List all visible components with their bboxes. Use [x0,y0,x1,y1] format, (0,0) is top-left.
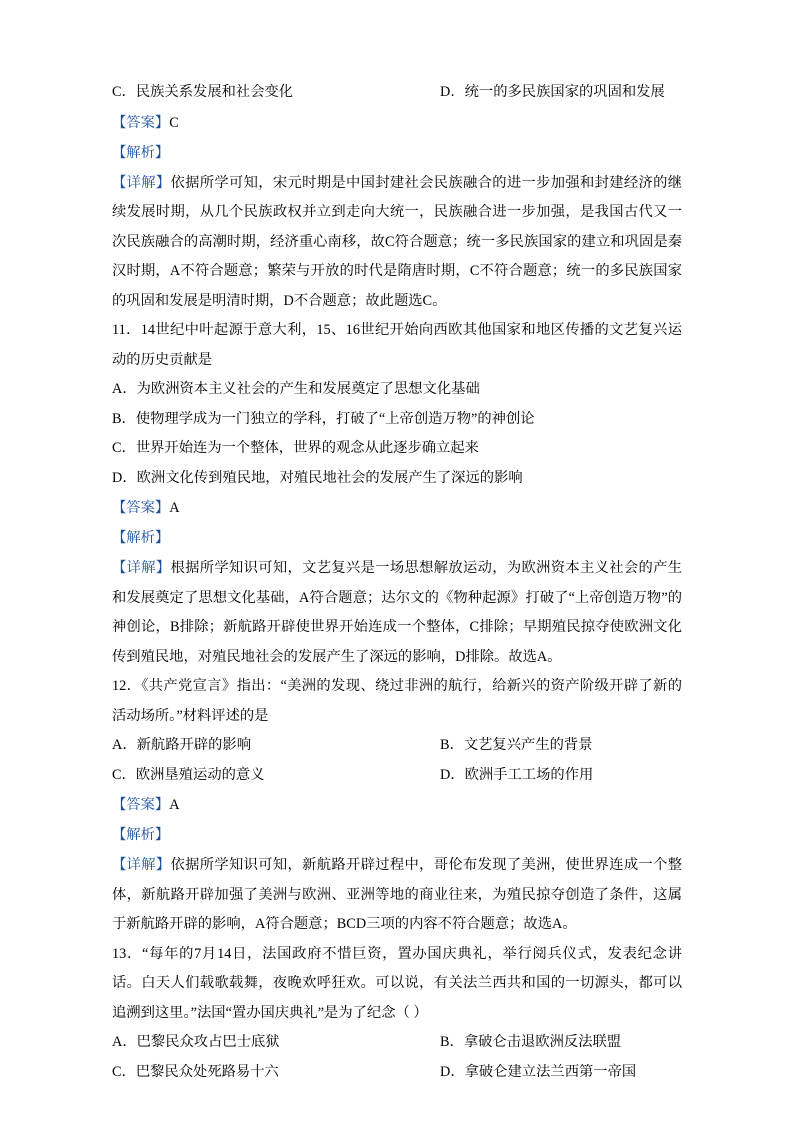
analysis-text-12: 依据所学知识可知，新航路开辟过程中，哥伦布发现了美洲，使世界连成一个整体，新航路开辟加强了美洲与欧洲、亚洲等地的商业往来，为殖民掠夺创造了条件，这属于新航路开辟的影响，A符合题意；BCD三项的内容不符合题意；故选A。 [112,857,683,932]
option-c-13: C．巴黎民众处死路易十六 [112,1063,279,1080]
option-a-12: A．新航路开辟的影响 [112,737,251,753]
answer-value-12: A [169,797,180,813]
explanation-label-line-12 [112,820,682,850]
option-b-11: B．使物理学成为一门独立的学科，打破了“上帝创造万物”的神创论 [112,410,535,427]
analysis-label-11: 【详解】 [112,560,171,576]
answer-label: 【答案】 [112,114,170,131]
answer-line-12 [112,790,682,820]
answer-line-11 [112,493,682,523]
option-c-11: C．世界开始连为一个整体，世界的观念从此逐步确立起来 [112,440,479,456]
answer-line [112,108,682,138]
options-row-12-1 [112,731,682,761]
explanation-label-12: 【解析】 [112,827,170,843]
analysis-label: 【详解】 [112,174,171,191]
option-d: D．统一的多民族国家的巩固和发展 [440,84,665,100]
option-c-12: C．欧洲垦殖运动的意义 [112,766,265,783]
options-row-13-2 [112,1058,682,1088]
question-stem-12: 12．《共产党宣言》指出：“美洲的发现、绕过非洲的航行，给新兴的资产阶级开辟了新的活动场所。”材料评述的是 [112,678,682,724]
analysis-label-12: 【详解】 [112,857,171,873]
option-d-11: D．欧洲文化传到殖民地，对殖民地社会的发展产生了深远的影响 [112,469,523,486]
answer-value: C [169,114,179,131]
options-row-13-1 [112,1028,682,1058]
option-a-11: A．为欧洲资本主义社会的产生和发展奠定了思想文化基础 [112,381,480,397]
explanation-label-line [112,138,682,168]
options-row [112,78,682,108]
option-d-13: D．拿破仑建立法兰西第一帝国 [440,1063,637,1080]
option-a-13: A．巴黎民众攻占巴士底狱 [112,1034,280,1050]
question-stem-11: 11．14世纪中叶起源于意大利，15、16世纪开始向西欧其他国家和地区传播的文艺复兴运动的历史贡献是 [112,322,682,368]
answer-value-11: A [169,500,180,516]
explanation-label-11: 【解析】 [112,530,170,546]
option-b-12: B．文艺复兴产生的背景 [440,737,593,753]
options-row-12-2 [112,761,682,791]
analysis-text-11: 根据所学知识可知，文艺复兴是一场思想解放运动，为欧洲资本主义社会的产生和发展奠定了思想文化基础，A符合题意；达尔文的《物种起源》打破了“上帝创造万物”的神创论，B排除；新航路开辟使世界开始连成一个整体，C排除；早期殖民掠夺使欧洲文化传到殖民地，对殖民地社会的发展产生了深远的影响，D排除。故选A。 [112,560,683,665]
option-b-13: B．拿破仑击退欧洲反法联盟 [440,1034,622,1050]
explanation-label: 【解析】 [112,144,170,161]
option-d-12: D．欧洲手工工场的作用 [440,766,594,783]
answer-label-12: 【答案】 [112,797,170,813]
explanation-label-line-11 [112,523,682,553]
analysis-text: 依据所学可知，宋元时期是中国封建社会民族融合的进一步加强和封建经济的继续发展时期，从几个民族政权并立到走向大统一，民族融合进一步加强，是我国古代又一次民族融合的高潮时期，经济重心南移，故C符合题意；统一多民族国家的建立和巩固是秦汉时期，A不符合题意；繁荣与开放的时代是隋唐时期，C不符合题意；统一的多民族国家的巩固和发展是明清时期，D不合题意；故此题选C。 [112,174,683,309]
analysis-paragraph-11 [112,553,682,672]
option-c: C．民族关系发展和社会变化 [112,84,294,100]
question-stem-13: 13．“每年的7月14日，法国政府不惜巨资，置办国庆典礼，举行阅兵仪式，发表纪念讲话。白天人们载歌载舞，夜晚欢呼狂欢。可以说，有关法兰西共和国的一切源头，都可以追溯到这里。”法国“置办国庆典礼”是为了纪念（ ） [112,945,682,1021]
analysis-paragraph [112,168,682,317]
analysis-paragraph-12 [112,850,682,940]
answer-label-11: 【答案】 [112,500,170,516]
